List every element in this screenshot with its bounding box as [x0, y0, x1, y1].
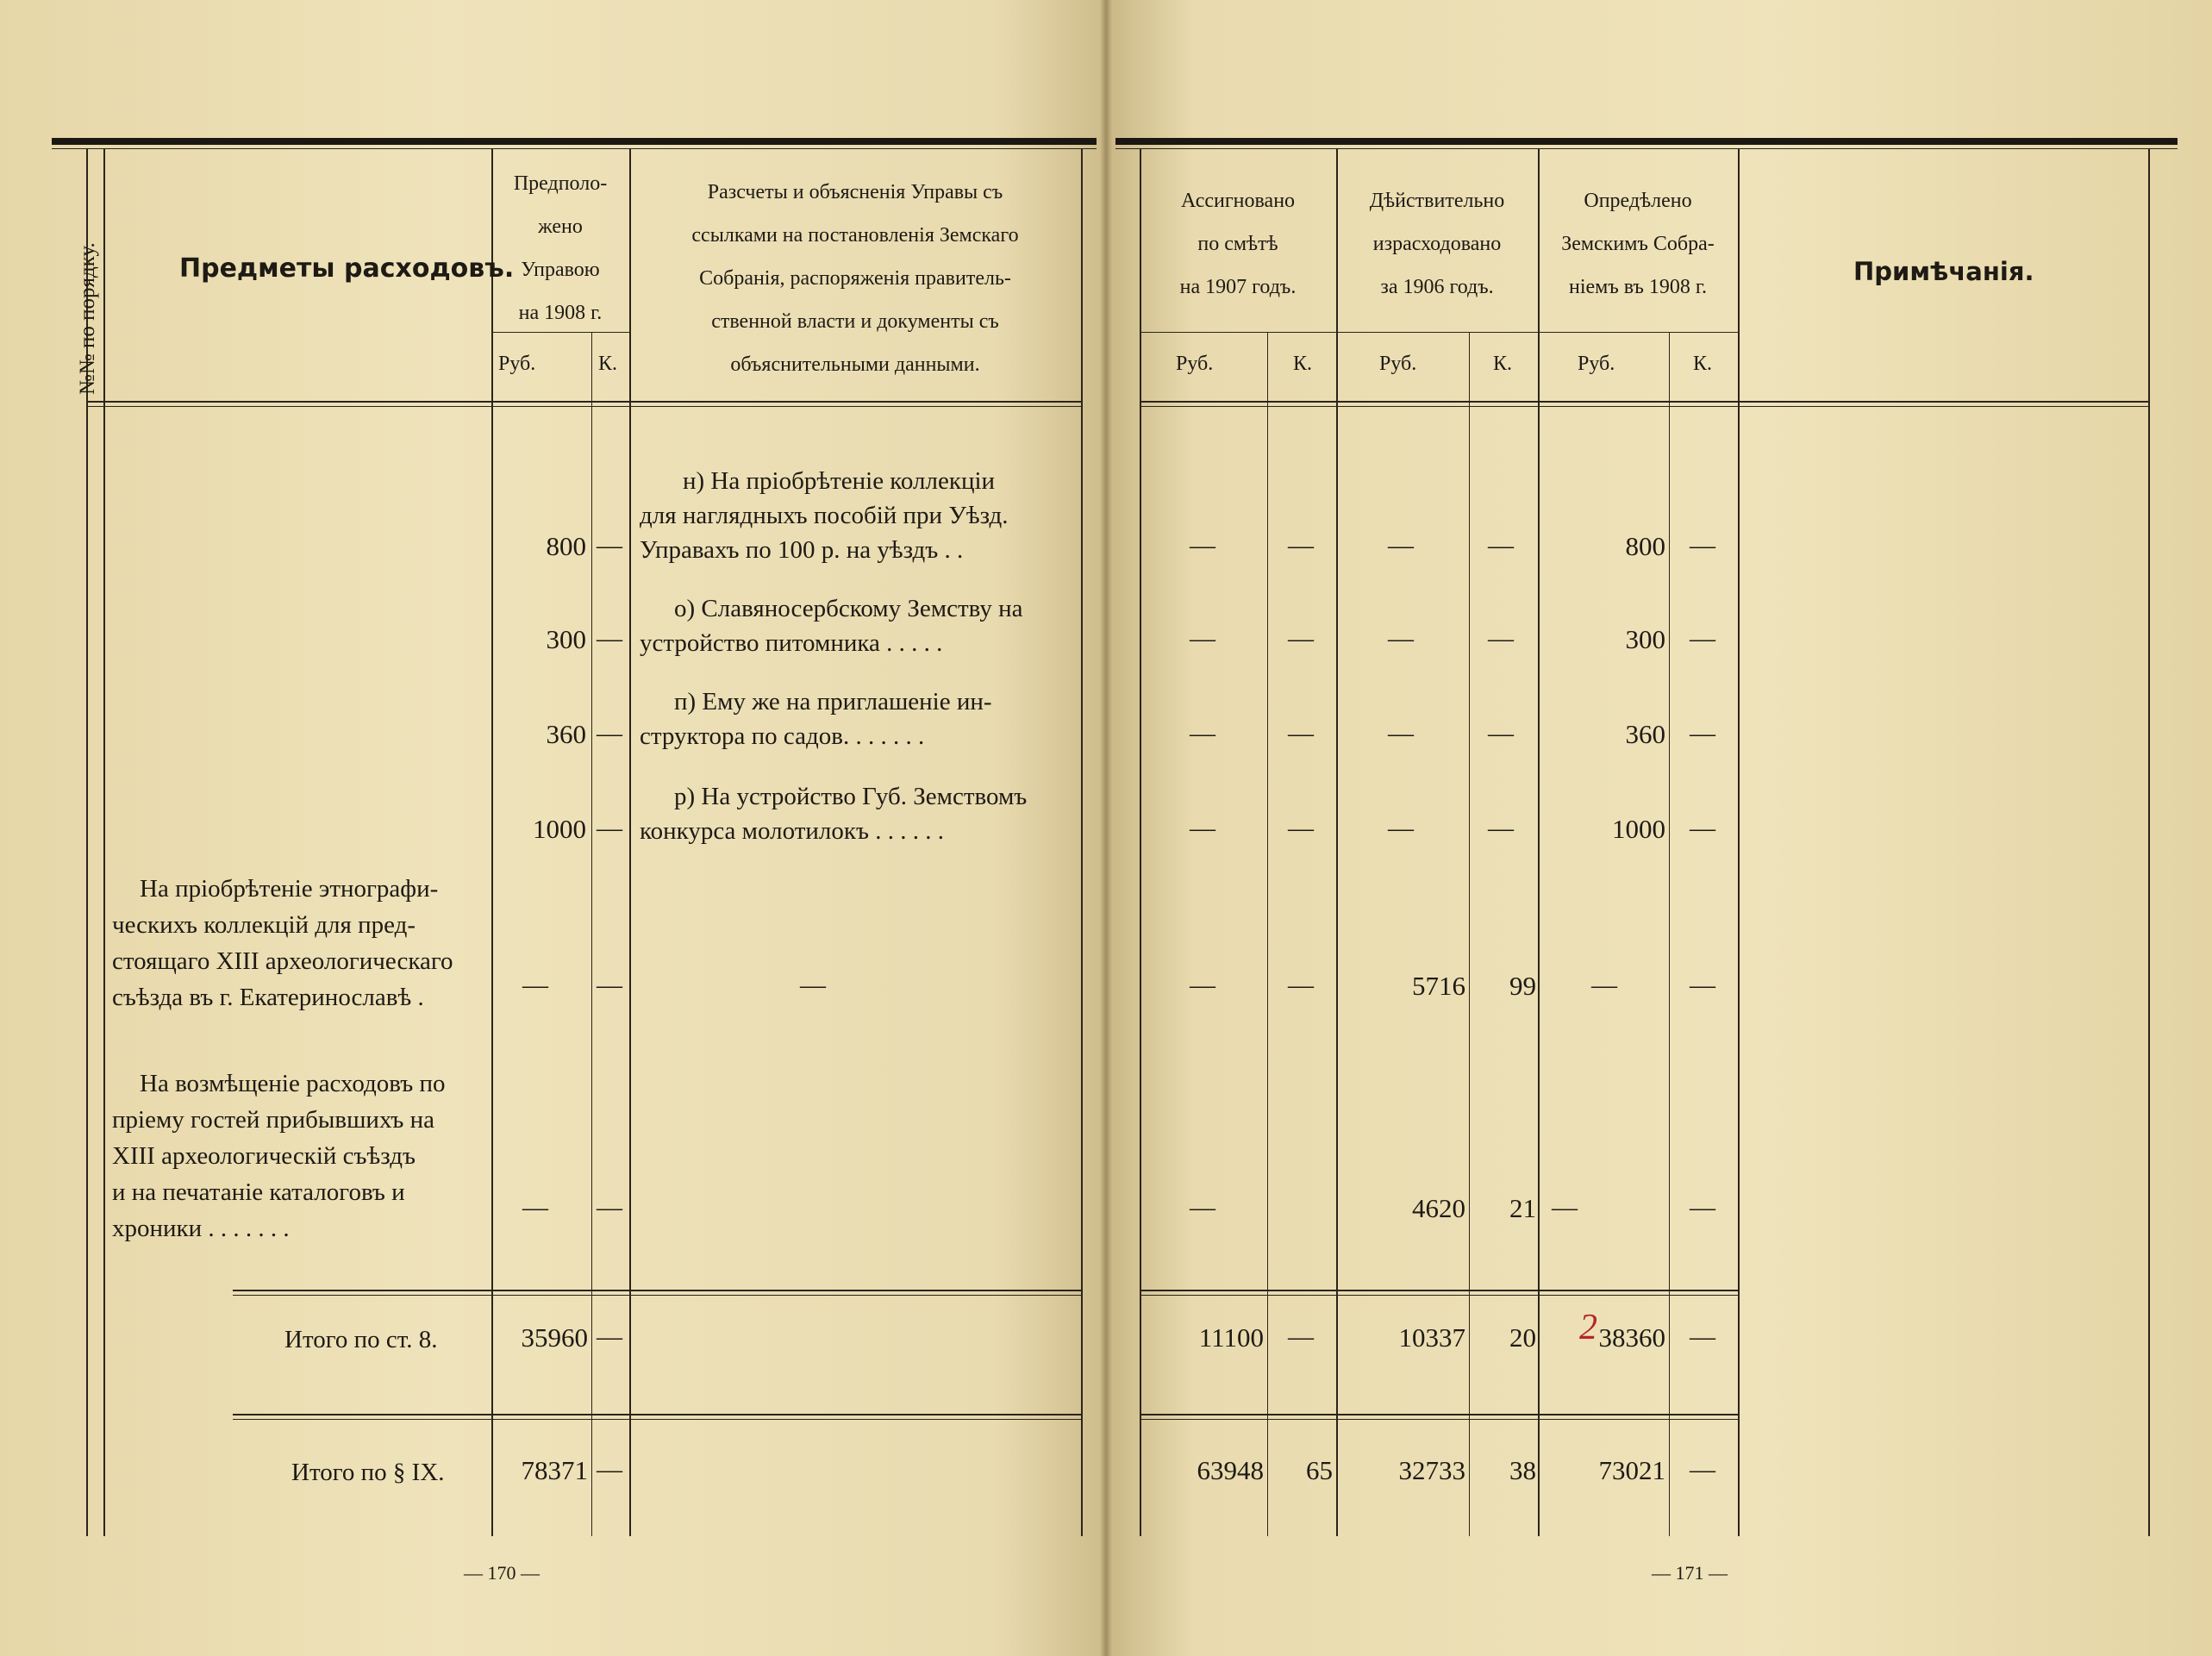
item-guest-expenses: На возмѣщеніе расходовъ по пріему гостей прибывшихъ на XIII археологическій съѣздъ и на печатаніе каталоговъ и хроники . . . . . . .	[112, 1070, 446, 1242]
spent-kop: 21	[1509, 1193, 1536, 1223]
right-col-line-5	[1538, 148, 1540, 1536]
det-rub-label: Руб.	[1578, 353, 1615, 375]
left-col-line-6	[1081, 148, 1083, 1536]
col-determined-label: Опредѣлено Земскимъ Собра- ніемъ въ 1908 г.	[1561, 190, 1715, 298]
spent-value: 5716	[1412, 971, 1465, 1001]
col-assigned-label: Ассигновано по смѣтѣ на 1907 годъ.	[1179, 190, 1297, 298]
assigned-kop: —	[1288, 719, 1314, 747]
proposed-value: 1000	[533, 814, 586, 844]
total-paragraph-spent: 32733	[1398, 1455, 1465, 1485]
determined-kop: —	[1690, 971, 1715, 999]
assigned-kop: —	[1288, 814, 1314, 842]
total-paragraph-spent-kop: 38	[1509, 1455, 1536, 1485]
assigned-value: —	[1190, 531, 1215, 559]
total-article-determined: 38360	[1598, 1322, 1665, 1353]
determined-value: 1000	[1612, 814, 1665, 844]
proposed-kop: —	[597, 624, 622, 653]
spent-kop: 99	[1509, 971, 1536, 1001]
left-top-thin-rule	[52, 148, 1097, 149]
spent-value: —	[1388, 531, 1414, 559]
right-col-line-6	[1669, 332, 1670, 1536]
left-page-number: — 170 —	[464, 1562, 540, 1584]
right-top-thin-rule	[1115, 148, 2178, 149]
left-header-bottom-rule	[86, 401, 1081, 403]
spent-rub-label: Руб.	[1379, 353, 1417, 375]
assigned-value: —	[1190, 1193, 1215, 1222]
determined-value: —	[1591, 971, 1617, 999]
total-article-spent-kop: 20	[1509, 1322, 1536, 1353]
right-col-line-4	[1469, 332, 1470, 1536]
assigned-value: —	[1190, 719, 1215, 747]
determined-kop: —	[1690, 1193, 1715, 1222]
left-header-bottom-rule-2	[86, 406, 1081, 407]
proposed-kop: —	[597, 814, 622, 842]
spent-kop: —	[1488, 814, 1514, 842]
col-explanations-label: Разсчеты и объясненія Управы съ ссылками на постановленія Земскаго Собранія, распоряженія правитель- ственной власти и документы съ объяснительными данными.	[691, 181, 1019, 376]
assigned-kop: —	[1288, 531, 1314, 559]
right-col-line-7	[1738, 148, 1740, 1536]
determined-value: 800	[1625, 531, 1665, 561]
assigned-value: —	[1190, 971, 1215, 999]
total-article-determined-kop: —	[1690, 1322, 1715, 1351]
item-b-proposed: —	[522, 1193, 548, 1222]
spent-kop: —	[1488, 531, 1514, 559]
proposed-kop: —	[597, 719, 622, 747]
assigned-kop: —	[1288, 971, 1314, 999]
spent-value: —	[1388, 624, 1414, 653]
right-col-line-3	[1336, 148, 1338, 1536]
total-paragraph-kop: —	[597, 1455, 622, 1484]
left-col-line-4	[591, 332, 592, 1536]
explanation-r: р) На устройство Губ. Земствомъ конкурса молотилокъ . . . . . .	[640, 783, 1028, 845]
total-article-spent: 10337	[1398, 1322, 1465, 1353]
left-rub-label: Руб.	[498, 353, 536, 375]
left-kop-label: К.	[598, 353, 618, 375]
book-gutter	[1100, 0, 1112, 1656]
assigned-rub-label: Руб.	[1176, 353, 1214, 375]
determined-value: —	[1552, 1193, 1578, 1222]
determined-kop: —	[1690, 719, 1715, 747]
explanation-n: н) На пріобрѣтеніе коллекціи для наглядныхъ пособій при Уѣзд. Управахъ по 100 р. на уѣздъ . .	[640, 467, 1009, 564]
total-article-kop: —	[597, 1322, 622, 1351]
total-article-assigned-kop: —	[1288, 1322, 1314, 1351]
item-ethnographic-collections: На пріобрѣтеніе этнографи- ческихъ коллекцій для пред- стоящаго XIII археологическаго съѣзда въ г. Екатеринославѣ .	[112, 875, 453, 1011]
item-a-proposed: —	[522, 971, 548, 999]
left-total-rule-2a	[233, 1414, 1083, 1415]
assigned-value: —	[1190, 814, 1215, 842]
proposed-value: 800	[546, 531, 586, 561]
proposed-value: 300	[546, 624, 586, 654]
left-col-line-2	[103, 148, 105, 1536]
total-paragraph-determined: 73021	[1598, 1455, 1665, 1485]
total-article-value: 35960	[521, 1322, 588, 1353]
right-header-bottom-rule-2	[1140, 406, 2148, 407]
right-header-subrule	[1140, 332, 1738, 333]
col-number-label: №№ по порядку.	[76, 242, 99, 395]
explanation-o: о) Славяносербскому Земству на устройство питомника . . . . .	[640, 595, 1023, 657]
right-header-bottom-rule	[1140, 401, 2148, 403]
left-total-rule-1b	[233, 1295, 1083, 1296]
handwritten-mark: 2	[1579, 1308, 1597, 1347]
assigned-value: —	[1190, 624, 1215, 653]
right-col-line-8	[2148, 148, 2150, 1536]
assigned-kop: —	[1288, 624, 1314, 653]
left-total-rule-1a	[233, 1290, 1083, 1291]
det-kop-label: К.	[1693, 353, 1713, 375]
determined-value: 300	[1625, 624, 1665, 654]
right-total-rule-2b	[1140, 1419, 1738, 1420]
right-col-line-2	[1267, 332, 1268, 1536]
total-article-label: Итого по ст. 8.	[284, 1326, 438, 1353]
determined-kop: —	[1690, 814, 1715, 842]
assigned-kop-label: К.	[1293, 353, 1313, 375]
item-b-proposed-kop: —	[597, 1193, 622, 1222]
determined-value: 360	[1625, 719, 1665, 749]
total-paragraph-determined-kop: —	[1690, 1455, 1715, 1484]
right-total-rule-1b	[1140, 1295, 1738, 1296]
total-paragraph-value: 78371	[521, 1455, 588, 1485]
spent-kop: —	[1488, 719, 1514, 747]
spent-kop: —	[1488, 624, 1514, 653]
col-items-label: Предметы расходовъ.	[179, 253, 515, 284]
col-spent-label: Дѣйствительно израсходовано за 1906 годъ.	[1369, 190, 1505, 298]
item-a-proposed-kop: —	[597, 971, 622, 999]
right-total-rule-2a	[1140, 1414, 1738, 1415]
explanation-p: п) Ему же на приглашеніе ин- структора по садов. . . . . . .	[640, 688, 992, 750]
left-top-rule	[52, 138, 1097, 145]
total-paragraph-assigned: 63948	[1197, 1455, 1264, 1485]
right-top-rule	[1115, 138, 2178, 145]
total-paragraph-assigned-kop: 65	[1306, 1455, 1333, 1485]
col-proposed-label: Предполо- жено Управою на 1908 г.	[513, 172, 608, 324]
right-col-line-1	[1140, 148, 1141, 1536]
determined-kop: —	[1690, 531, 1715, 559]
item-a-explanation: —	[800, 971, 826, 999]
proposed-value: 360	[546, 719, 586, 749]
spent-kop-label: К.	[1493, 353, 1513, 375]
spent-value: 4620	[1412, 1193, 1465, 1223]
spent-value: —	[1388, 719, 1414, 747]
determined-kop: —	[1690, 624, 1715, 653]
right-total-rule-1a	[1140, 1290, 1738, 1291]
col-notes-label: Примѣчанія.	[1853, 257, 2034, 286]
left-total-rule-2b	[233, 1419, 1083, 1420]
right-page-number: — 171 —	[1652, 1562, 1728, 1584]
proposed-kop: —	[597, 531, 622, 559]
total-paragraph-label: Итого по § IX.	[291, 1459, 445, 1486]
total-article-assigned: 11100	[1198, 1322, 1264, 1353]
left-col-line-3	[491, 148, 493, 1536]
spent-value: —	[1388, 814, 1414, 842]
